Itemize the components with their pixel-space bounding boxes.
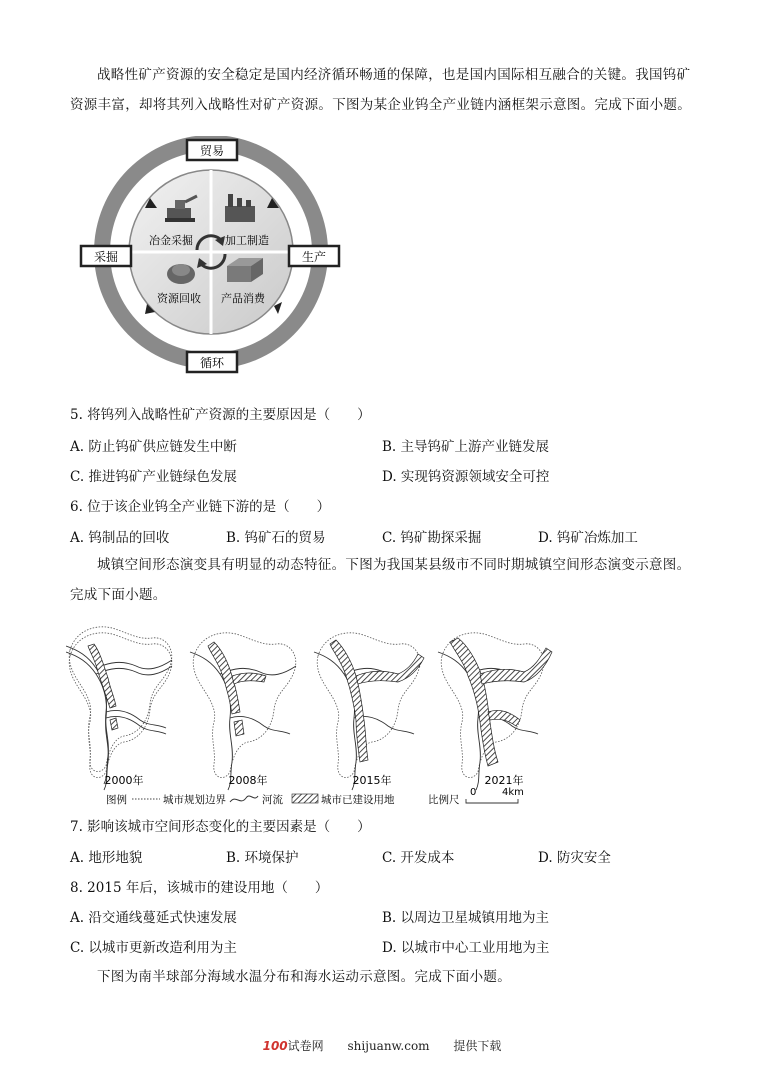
year-label-2008: 2008年 bbox=[228, 774, 268, 787]
site-logo: 100 bbox=[262, 1039, 288, 1053]
q5-option-d[interactable]: D. 实现钨资源领域安全可控 bbox=[382, 469, 550, 485]
q6-option-d[interactable]: D. 钨矿冶炼加工 bbox=[538, 530, 638, 546]
question-5-stem: 5. 将钨列入战略性矿产资源的主要原因是（ ） bbox=[70, 407, 371, 423]
question-8-stem: 8. 2015 年后，该城市的建设用地（ ） bbox=[70, 880, 329, 896]
q7-option-c[interactable]: C. 开发成本 bbox=[382, 850, 455, 866]
ring-label-trade: 贸易 bbox=[199, 144, 225, 158]
question-7-stem: 7. 影响该城市空间形态变化的主要因素是（ ） bbox=[70, 819, 371, 835]
legend-built-label: 城市已建设用地 bbox=[321, 794, 395, 806]
legend-river-label: 河流 bbox=[262, 794, 283, 806]
map-2021 bbox=[438, 633, 552, 790]
q5-option-a[interactable]: A. 防止钨矿供应链发生中断 bbox=[70, 439, 237, 455]
map-legend bbox=[106, 787, 524, 806]
legend-boundary-label: 城市规划边界 bbox=[163, 794, 226, 806]
q8-option-b[interactable]: B. 以周边卫星城镇用地为主 bbox=[382, 910, 550, 926]
scale-bar bbox=[466, 799, 518, 803]
year-label-2000: 2000年 bbox=[104, 774, 144, 787]
intro-paragraph-3: 下图为南半球部分海域水温分布和海水运动示意图。完成下面小题。 bbox=[97, 969, 511, 985]
map-2015 bbox=[314, 633, 424, 790]
page-footer bbox=[0, 1037, 764, 1054]
year-label-2015: 2015年 bbox=[352, 774, 392, 787]
q7-option-a[interactable]: A. 地形地貌 bbox=[70, 850, 143, 866]
scale-km: 4km bbox=[502, 787, 524, 798]
q6-option-a[interactable]: A. 钨制品的回收 bbox=[70, 530, 170, 546]
ring-label-mining: 采掘 bbox=[93, 250, 119, 264]
quadrant-label-consumption: 产品消费 bbox=[221, 292, 265, 305]
site-url[interactable]: shijuanw.com bbox=[347, 1039, 430, 1053]
quadrant-label-recycling: 资源回收 bbox=[157, 292, 201, 305]
quadrant-label-manufacturing: 加工制造 bbox=[225, 234, 269, 247]
q8-option-d[interactable]: D. 以城市中心工业用地为主 bbox=[382, 940, 550, 956]
urban-evolution-map-figure bbox=[66, 616, 561, 812]
year-label-2021: 2021年 bbox=[484, 774, 524, 787]
recycling-pile-icon bbox=[167, 264, 195, 284]
legend-river-symbol bbox=[230, 796, 258, 802]
legend-title: 图例 bbox=[106, 794, 127, 806]
q7-option-d[interactable]: D. 防灾安全 bbox=[538, 850, 611, 866]
question-6-stem: 6. 位于该企业钨全产业链下游的是（ ） bbox=[70, 499, 331, 515]
q5-option-c[interactable]: C. 推进钨矿产业链绿色发展 bbox=[70, 469, 237, 485]
ring-label-cycle: 循环 bbox=[199, 356, 225, 370]
q6-option-c[interactable]: C. 钨矿勘探采掘 bbox=[382, 530, 482, 546]
scale-label: 比例尺 bbox=[428, 794, 460, 806]
q5-option-b[interactable]: B. 主导钨矿上游产业链发展 bbox=[382, 439, 550, 455]
download-note: 提供下载 bbox=[453, 1039, 502, 1053]
intro-paragraph-2: 城镇空间形态演变具有明显的动态特征。下图为我国某县级市不同时期城镇空间形态演变示意图。完成下面小题。 bbox=[70, 557, 691, 603]
intro-paragraph-1: 战略性矿产资源的安全稳定是国内经济循环畅通的保障，也是国内国际相互融合的关键。我国钨矿资源丰富，却将其列入战略性对矿产资源。下图为某企业钨全产业链内涵框架示意图。完成下面小题。 bbox=[70, 67, 691, 113]
map-2000 bbox=[66, 633, 172, 790]
site-name: 试卷网 bbox=[287, 1039, 324, 1053]
q7-option-b[interactable]: B. 环境保护 bbox=[226, 850, 299, 866]
legend-built-symbol bbox=[292, 794, 318, 803]
ring-label-production: 生产 bbox=[301, 250, 327, 264]
q6-option-b[interactable]: B. 钨矿石的贸易 bbox=[226, 530, 326, 546]
tungsten-industry-chain-figure bbox=[75, 136, 355, 386]
q8-option-c[interactable]: C. 以城市更新改造利用为主 bbox=[70, 940, 237, 956]
quadrant-label-mining: 冶金采掘 bbox=[149, 234, 193, 247]
map-2008 bbox=[190, 633, 296, 790]
q8-option-a[interactable]: A. 沿交通线蔓延式快速发展 bbox=[70, 910, 237, 926]
scale-zero: 0 bbox=[470, 787, 477, 798]
